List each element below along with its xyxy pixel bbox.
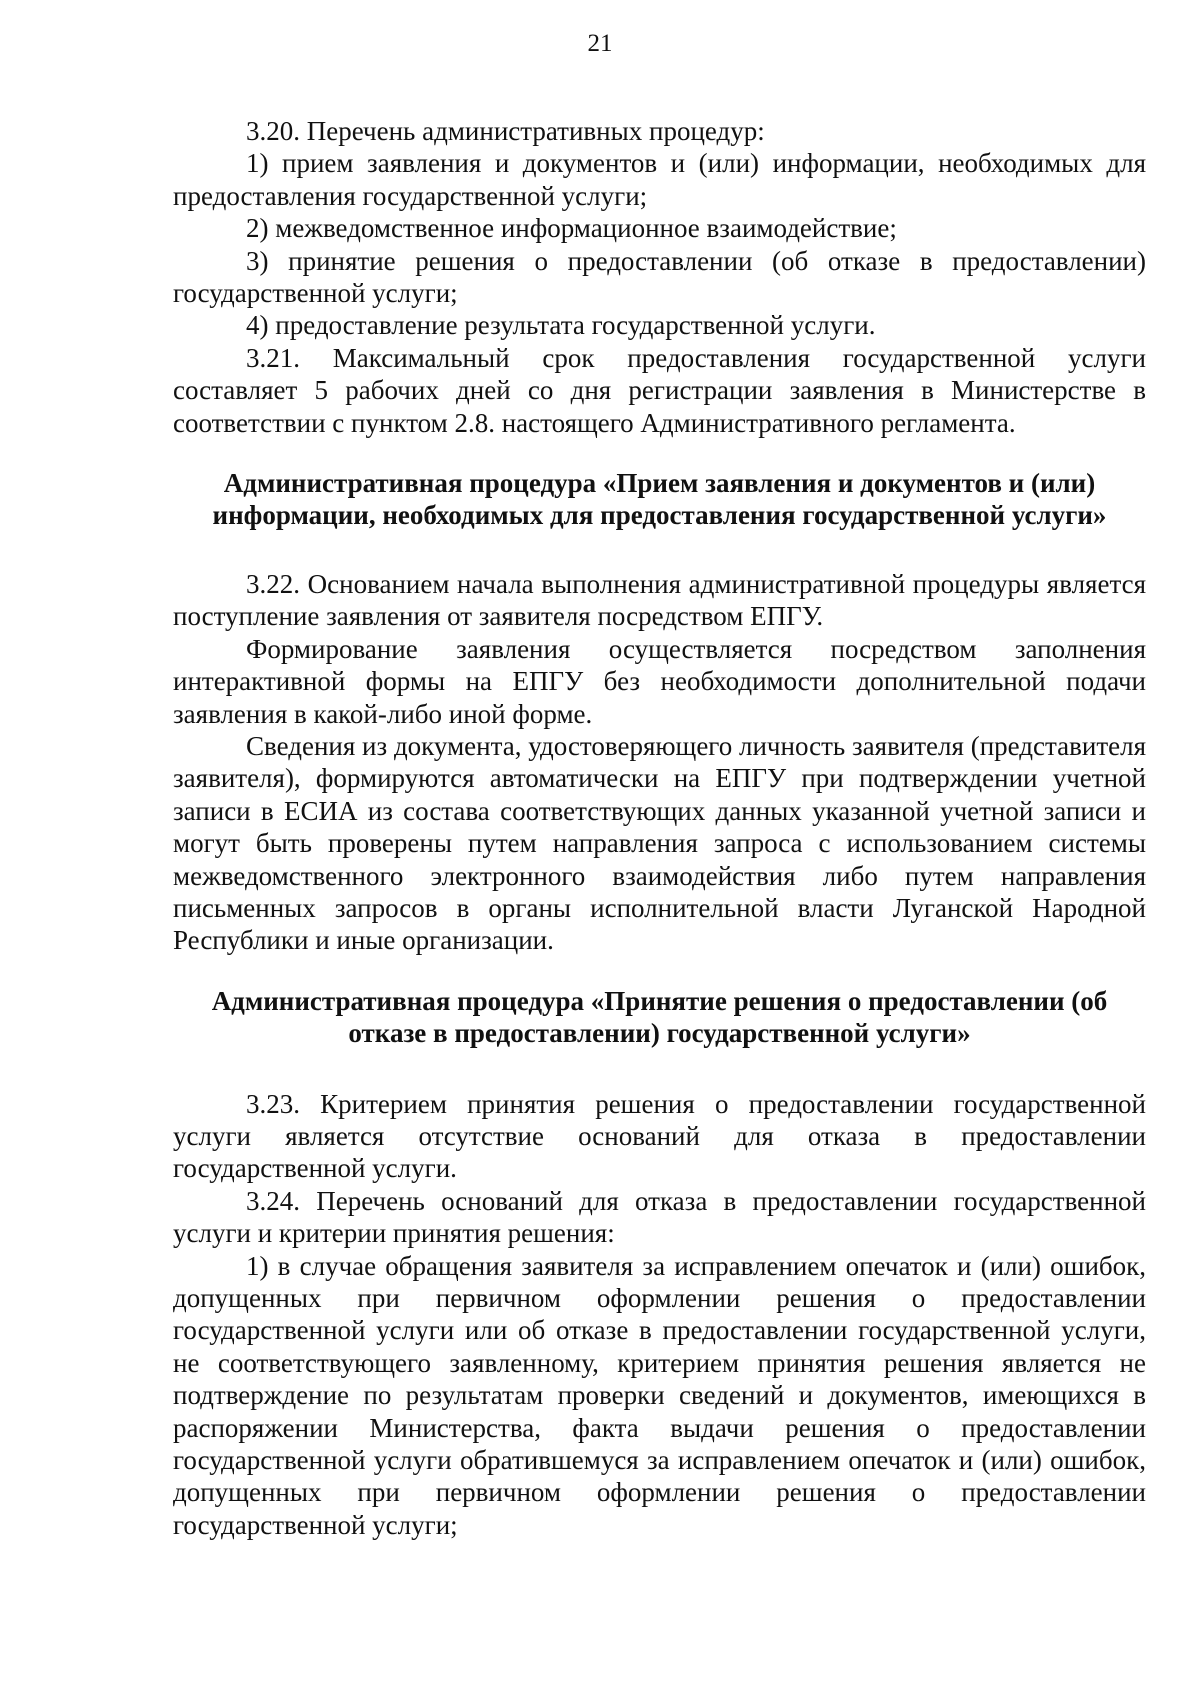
paragraph-form-creation: Формирование заявления осуществляется посредством заполнения интерактивной формы на ЕПГУ без необходимости дополнительной подачи заявления в какой-либо иной форме.	[173, 633, 1146, 729]
list-item-3: 3) принятие решения о предоставлении (об отказе в предоставлении) государственной услуги;	[173, 245, 1146, 309]
page-number: 21	[587, 30, 613, 57]
list-item-4: 4) предоставление результата государственной услуги.	[246, 310, 876, 341]
paragraph-3-20: 3.20. Перечень административных процедур:	[246, 116, 765, 146]
section-heading-decision: Административная процедура «Принятие решения о предоставлении (об отказе в предоставлении) государственной услуги»	[211, 985, 1108, 1049]
paragraph-3-22: 3.22. Основанием начала выполнения административной процедуры является поступление заявления от заявителя посредством ЕПГУ.	[173, 568, 1146, 632]
section-heading-receipt: Административная процедура «Прием заявления и документов и (или) информации, необходимых для предоставления государственной услуги»	[212, 468, 1107, 531]
list-item-2: 2) межведомственное информационное взаимодействие;	[246, 213, 897, 244]
list-item-refusal-1: 1) в случае обращения заявителя за исправлением опечаток и (или) ошибок, допущенных при первичном оформлении решения о предоставлении государственной услуги или об отказе в предоставлении государственной услуги, не соответствующего заявленному, критерием принятия решения является не подтверждение по результатам проверки сведений и документов, имеющихся в распоряжении Министерства, факта выдачи решения о предоставлении государственной услуги обратившемуся за исправлением опечаток и (или) ошибок, допущенных при первичном оформлении решения о предоставлении государственной услуги;	[173, 1250, 1146, 1540]
paragraph-3-21: 3.21. Максимальный срок предоставления государственной услуги составляет 5 рабочих дней со дня регистрации заявления в Министерстве в соответствии с пунктом 2.8. настоящего Административного регламента.	[173, 342, 1146, 438]
paragraph-3-24: 3.24. Перечень оснований для отказа в предоставлении государственной услуги и критерии принятия решения:	[173, 1185, 1146, 1249]
list-item-1: 1) прием заявления и документов и (или) информации, необходимых для предоставления государственной услуги;	[173, 148, 1146, 211]
document-body	[173, 115, 1146, 1541]
paragraph-identity-info: Сведения из документа, удостоверяющего личность заявителя (представителя заявителя), формируются автоматически на ЕПГУ при подтверждении учетной записи в ЕСИА из состава соответствующих данных указанной учетной записи и могут быть проверены путем направления запроса с использованием системы межведомственного электронного взаимодействия либо путем направления письменных запросов в органы исполнительной власти Луганской Народной Республики и иные организации.	[173, 730, 1146, 956]
paragraph-3-23: 3.23. Критерием принятия решения о предоставлении государственной услуги является отсутствие оснований для отказа в предоставлении государственной услуги.	[173, 1088, 1146, 1184]
